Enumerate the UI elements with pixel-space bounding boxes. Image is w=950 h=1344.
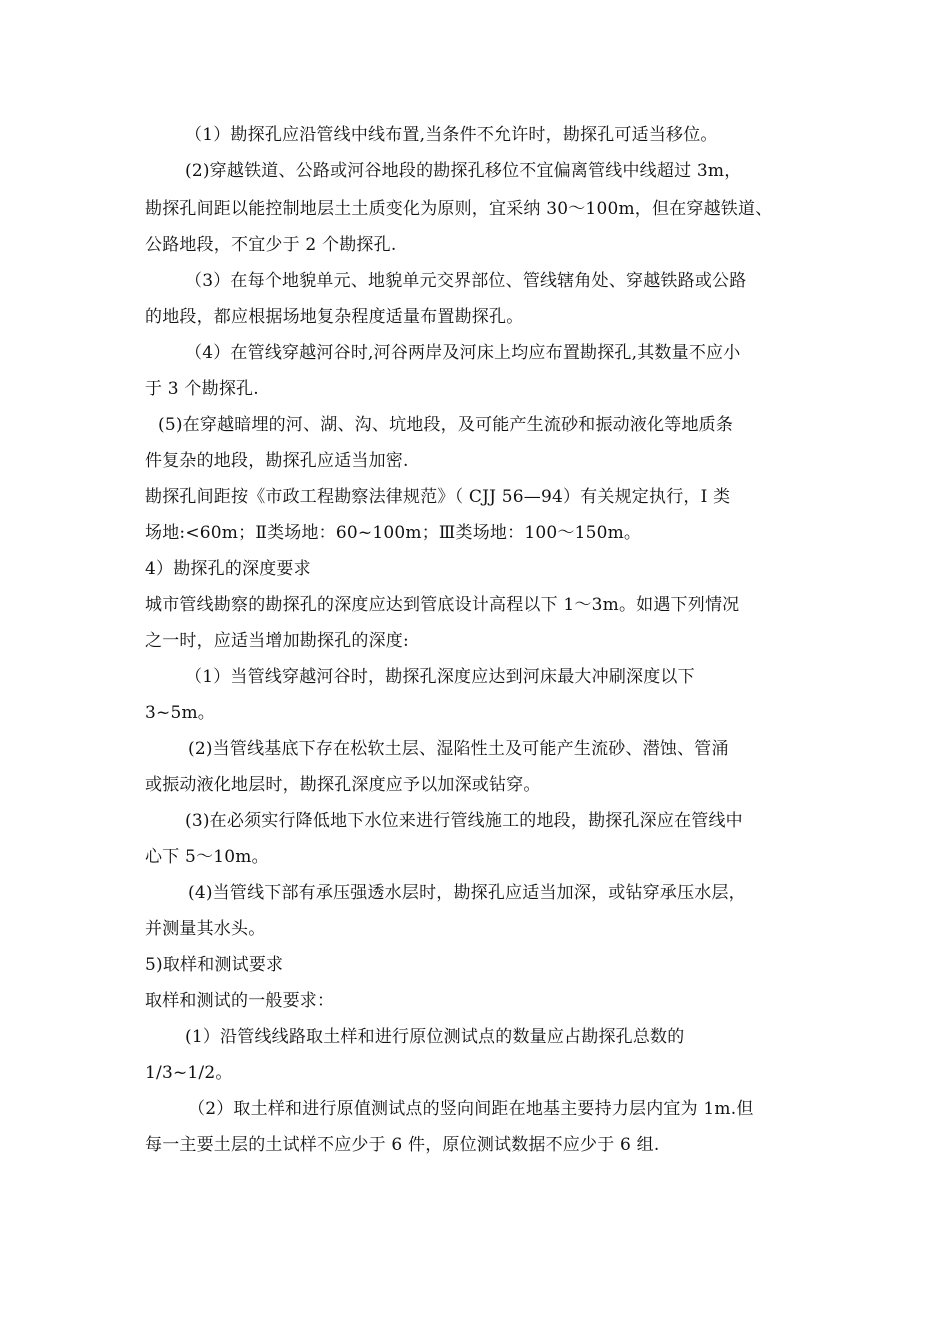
paragraph-line: 或振动液化地层时，勘探孔深度应予以加深或钻穿。 bbox=[145, 775, 541, 795]
paragraph-line: （1）勘探孔应沿管线中线布置,当条件不允许时，勘探孔可适当移位。 bbox=[185, 125, 718, 145]
paragraph-line: (3)在必须实行降低地下水位来进行管线施工的地段，勘探孔深应在管线中 bbox=[185, 811, 743, 831]
paragraph-line: （2）取土样和进行原值测试点的竖向间距在地基主要持力层内宜为 1m.但 bbox=[188, 1099, 754, 1119]
paragraph-line: 场地:<60m；Ⅱ类场地：60~100m；Ⅲ类场地：100～150m。 bbox=[145, 523, 642, 543]
paragraph-line: (4)当管线下部有承压强透水层时，勘探孔应适当加深，或钻穿承压水层， bbox=[188, 883, 746, 903]
paragraph-line: (5)在穿越暗埋的河、湖、沟、坑地段，及可能产生流砂和振动液化等地质条 bbox=[158, 415, 734, 435]
paragraph-line: 公路地段，不宜少于 2 个勘探孔. bbox=[145, 235, 397, 255]
section-heading: 5)取样和测试要求 bbox=[145, 955, 284, 975]
paragraph-line: 之一时，应适当增加勘探孔的深度: bbox=[145, 631, 409, 651]
paragraph-line: 件复杂的地段，勘探孔应适当加密. bbox=[145, 451, 409, 471]
paragraph-line: （4）在管线穿越河谷时,河谷两岸及河床上均应布置勘探孔,其数量不应小 bbox=[185, 343, 741, 363]
paragraph-line: 取样和测试的一般要求： bbox=[145, 991, 335, 1011]
paragraph-line: (2)当管线基底下存在松软土层、湿陷性土及可能产生流砂、潜蚀、管涌 bbox=[188, 739, 729, 759]
paragraph-line: 每一主要土层的土试样不应少于 6 件，原位测试数据不应少于 6 组. bbox=[145, 1135, 660, 1155]
paragraph-line: (2)穿越铁道、公路或河谷地段的勘探孔移位不宜偏离管线中线超过 3m， bbox=[185, 161, 742, 181]
paragraph-line: 的地段，都应根据场地复杂程度适量布置勘探孔。 bbox=[145, 307, 524, 327]
paragraph-line: 1/3~1/2。 bbox=[145, 1063, 233, 1083]
paragraph-line: 城市管线勘察的勘探孔的深度应达到管底设计高程以下 1～3m。如遇下列情况 bbox=[145, 595, 740, 615]
paragraph-line: (1）沿管线线路取土样和进行原位测试点的数量应占勘探孔总数的 bbox=[185, 1027, 685, 1047]
paragraph-line: 3~5m。 bbox=[145, 703, 215, 723]
paragraph-line: 于 3 个勘探孔. bbox=[145, 379, 259, 399]
paragraph-line: 心下 5～10m。 bbox=[145, 847, 269, 867]
paragraph-line: 并测量其水头。 bbox=[145, 919, 266, 939]
section-heading: 4）勘探孔的深度要求 bbox=[145, 559, 311, 579]
paragraph-line: 勘探孔间距以能控制地层土土质变化为原则，宜采纳 30～100m，但在穿越铁道、 bbox=[145, 199, 773, 219]
paragraph-line: 勘探孔间距按《市政工程勘察法律规范》（ CJJ 56—94）有关规定执行，I 类 bbox=[145, 487, 731, 507]
paragraph-line: （1）当管线穿越河谷时，勘探孔深度应达到河床最大冲刷深度以下 bbox=[185, 667, 695, 687]
paragraph-line: （3）在每个地貌单元、地貌单元交界部位、管线辖角处、穿越铁路或公路 bbox=[185, 271, 747, 291]
